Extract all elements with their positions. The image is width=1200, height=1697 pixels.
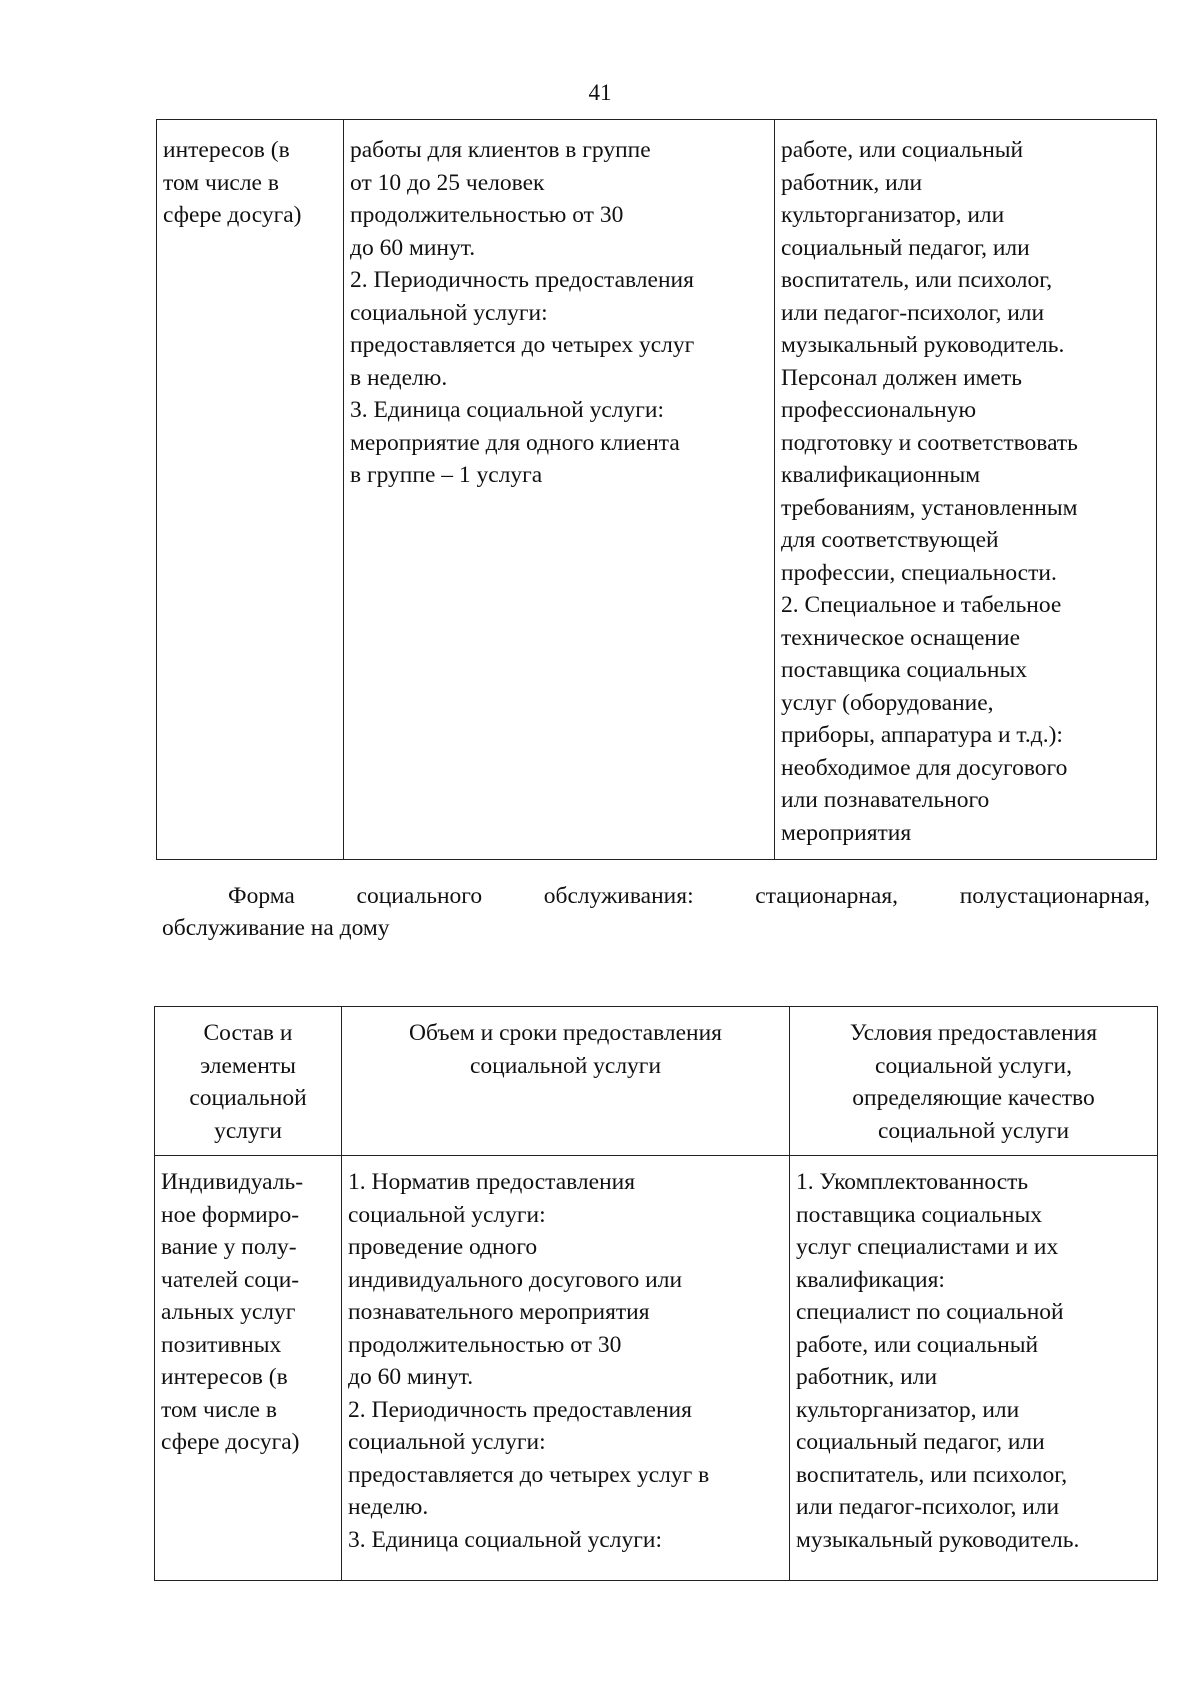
- volume-terms-cell: [344, 120, 775, 860]
- cell-line: мероприятия: [781, 819, 912, 846]
- cell-line: работе, или социальный: [781, 137, 1024, 163]
- cell-line: 3. Единица социальной услуги:: [350, 397, 665, 423]
- cell-line: работы для клиентов в группе: [350, 137, 651, 163]
- cell-line: продолжительностью от 30: [348, 1331, 622, 1358]
- cell-line: музыкальный руководитель.: [796, 1526, 1080, 1553]
- cell-line: поставщика социальных: [796, 1201, 1042, 1228]
- cell-line: том числе в: [163, 169, 279, 196]
- cell-line: до 60 минут.: [348, 1364, 474, 1390]
- cell-line: Объем и сроки предоставления: [409, 1020, 722, 1046]
- cell-line: предоставляется до четырех услуг: [350, 332, 695, 358]
- cell-line: воспитатель, или психолог,: [796, 1461, 1068, 1488]
- cell-line: проведение одного: [348, 1234, 538, 1260]
- cell-line: вание у полу-: [161, 1234, 297, 1260]
- cell-line: услуги: [214, 1117, 282, 1144]
- cell-line: социальной услуги: [469, 1052, 662, 1079]
- cell-line: элементы: [200, 1052, 296, 1079]
- cell-line: 2. Специальное и табельное: [781, 592, 1062, 618]
- cell-line: Условия предоставления: [849, 1020, 1098, 1046]
- cell-line: сфере досуга): [161, 1429, 300, 1455]
- table-row: [155, 1156, 1158, 1581]
- cell-line: том числе в: [161, 1396, 277, 1423]
- service-elements-cell: [155, 1156, 342, 1581]
- cell-line: чателей соци-: [161, 1266, 300, 1293]
- cell-line: 1. Норматив предоставления: [348, 1169, 636, 1195]
- cell-line: интересов (в: [161, 1364, 288, 1390]
- cell-line: воспитатель, или психолог,: [781, 267, 1053, 293]
- cell-line: специалист по социальной: [796, 1299, 1064, 1325]
- cell-line: социальный педагог, или: [781, 234, 1030, 261]
- cell-line: 2. Периодичность предоставления: [348, 1396, 692, 1423]
- cell-line: в неделю.: [350, 364, 448, 391]
- cell-line: или педагог-психолог, или: [781, 299, 1045, 326]
- cell-line: 2. Периодичность предоставления: [350, 267, 694, 293]
- cell-line: в группе – 1 услуга: [350, 462, 543, 488]
- service-standard-table: [154, 1006, 1158, 1581]
- cell-line: мероприятие для одного клиента: [350, 429, 680, 456]
- cell-line: индивидуального досугового или: [348, 1266, 683, 1293]
- cell-line: культорганизатор, или: [781, 202, 1005, 228]
- header-volume-terms: [342, 1007, 790, 1156]
- cell-line: приборы, аппаратура и т.д.):: [781, 722, 1063, 748]
- cell-line: услуг специалистами и их: [796, 1234, 1059, 1260]
- cell-line: необходимое для досугового: [781, 754, 1068, 781]
- cell-line: услуг (оборудование,: [781, 689, 994, 716]
- cell-line: работе, или социальный: [796, 1331, 1039, 1358]
- cell-line: поставщика социальных: [781, 657, 1027, 683]
- header-quality-conditions: [790, 1007, 1158, 1156]
- cell-line: неделю.: [348, 1494, 429, 1520]
- cell-line: подготовку и соответствовать: [781, 429, 1078, 456]
- quality-conditions-cell: [775, 120, 1157, 860]
- cell-line: Персонал должен иметь: [781, 364, 1022, 391]
- cell-line: профессиональную: [781, 397, 977, 423]
- service-form-paragraph: [162, 880, 1150, 944]
- cell-line: квалификация:: [796, 1266, 945, 1293]
- table-row: [157, 120, 1157, 860]
- cell-line: Состав и: [203, 1020, 293, 1046]
- cell-line: культорганизатор, или: [796, 1396, 1020, 1423]
- cell-line: альных услуг: [161, 1299, 296, 1325]
- cell-line: социальной услуги:: [350, 299, 548, 326]
- cell-line: до 60 минут.: [350, 234, 476, 261]
- cell-line: или познавательного: [781, 787, 990, 813]
- cell-line: социальной: [189, 1085, 307, 1111]
- cell-line: от 10 до 25 человек: [350, 169, 545, 196]
- cell-line: сфере досуга): [163, 202, 302, 228]
- header-service-elements: [155, 1007, 342, 1156]
- cell-line: предоставляется до четырех услуг в: [348, 1461, 710, 1488]
- cell-line: 1. Укомплектованность: [796, 1169, 1029, 1195]
- continued-service-table: [156, 119, 1157, 860]
- cell-line: работник, или: [781, 169, 923, 196]
- cell-line: социальной услуги:: [348, 1429, 546, 1455]
- cell-line: социальной услуги:: [348, 1201, 546, 1228]
- cell-line: Индивидуаль-: [161, 1169, 304, 1195]
- cell-line: для соответствующей: [781, 527, 999, 553]
- service-elements-cell: [157, 120, 344, 860]
- cell-line: требованиям, установленным: [781, 494, 1078, 521]
- cell-line: социальный педагог, или: [796, 1429, 1045, 1455]
- cell-line: ное формиро-: [161, 1201, 300, 1228]
- cell-line: работник, или: [796, 1364, 938, 1390]
- cell-line: позитивных: [161, 1331, 282, 1358]
- cell-line: квалификационным: [781, 462, 981, 488]
- cell-line: 3. Единица социальной услуги:: [348, 1526, 663, 1553]
- cell-line: или педагог-психолог, или: [796, 1494, 1060, 1520]
- page-number: 41: [588, 80, 612, 105]
- cell-line: техническое оснащение: [781, 624, 1021, 651]
- service-form-line-2: обслуживание на дому: [162, 915, 390, 941]
- service-form-line-1: Форма социального обслуживания: стационарная, полустационарная,: [228, 883, 1150, 909]
- cell-line: продолжительностью от 30: [350, 202, 624, 228]
- table-header-row: [155, 1007, 1158, 1156]
- cell-line: интересов (в: [163, 137, 290, 163]
- quality-conditions-cell: [790, 1156, 1158, 1581]
- cell-line: социальной услуги: [877, 1117, 1070, 1144]
- cell-line: профессии, специальности.: [781, 559, 1057, 586]
- volume-terms-cell: [342, 1156, 790, 1581]
- cell-line: музыкальный руководитель.: [781, 332, 1065, 358]
- cell-line: социальной услуги,: [875, 1052, 1072, 1079]
- cell-line: определяющие качество: [852, 1085, 1095, 1111]
- cell-line: познавательного мероприятия: [348, 1299, 650, 1325]
